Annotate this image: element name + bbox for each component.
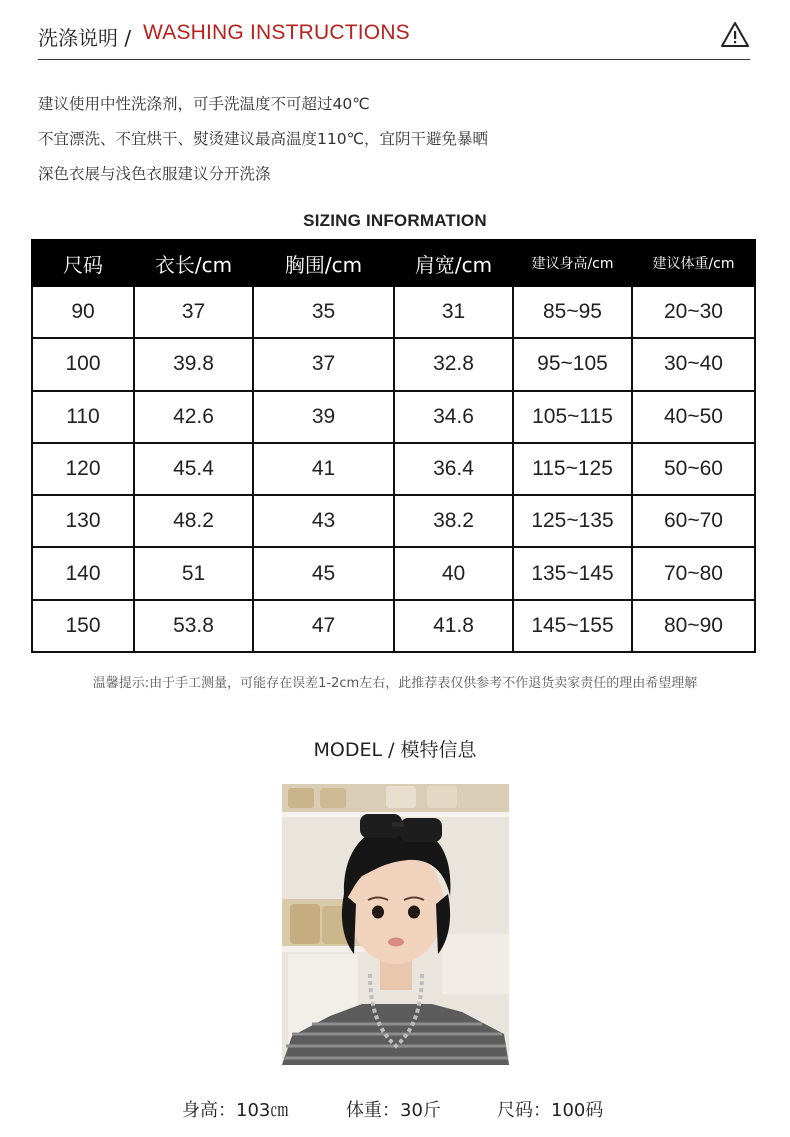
- table-row: [32, 495, 755, 547]
- table-cell: 30~40: [632, 338, 755, 390]
- column-header: 尺码: [32, 240, 134, 286]
- table-cell: 41: [253, 443, 394, 495]
- column-header: 建议身高/cm: [513, 240, 632, 286]
- table-cell: 36.4: [394, 443, 513, 495]
- warning-triangle-icon: [720, 20, 750, 50]
- model-height: 身高：103㎝: [182, 1100, 289, 1121]
- table-row: [32, 338, 755, 390]
- table-cell: 40~50: [632, 391, 755, 443]
- table-cell: 42.6: [134, 391, 253, 443]
- table-cell: 145~155: [513, 600, 632, 652]
- column-header: 建议体重/cm: [632, 240, 755, 286]
- table-cell: 125~135: [513, 495, 632, 547]
- table-cell: 110: [32, 391, 134, 443]
- size-table-header: [32, 240, 755, 286]
- table-cell: 41.8: [394, 600, 513, 652]
- table-cell: 34.6: [394, 391, 513, 443]
- table-cell: 43: [253, 495, 394, 547]
- model-photo-illustration: [282, 784, 509, 1065]
- column-header: 肩宽/cm: [394, 240, 513, 286]
- washing-title-en: WASHING INSTRUCTIONS: [143, 21, 410, 44]
- table-cell: 31: [394, 286, 513, 338]
- table-cell: 150: [32, 600, 134, 652]
- washing-title-cn: 洗涤说明 /: [38, 26, 132, 50]
- measurement-note: 温馨提示:由于手工测量，可能存在误差1-2cm左右，此推荐表仅供参考不作退货卖家责任的理由希望理解: [92, 676, 698, 691]
- table-cell: 47: [253, 600, 394, 652]
- table-cell: 40: [394, 547, 513, 599]
- table-cell: 115~125: [513, 443, 632, 495]
- instruction-line: 不宜漂洗、不宜烘干、熨烫建议最高温度110℃，宜阴干避免暴晒: [38, 130, 488, 148]
- table-cell: 53.8: [134, 600, 253, 652]
- table-cell: 130: [32, 495, 134, 547]
- table-row: [32, 600, 755, 652]
- sizing-title: SIZING INFORMATION: [303, 211, 487, 230]
- table-cell: 80~90: [632, 600, 755, 652]
- size-table: [31, 239, 756, 653]
- model-title: MODEL / 模特信息: [313, 739, 477, 761]
- table-cell: 35: [253, 286, 394, 338]
- table-cell: 51: [134, 547, 253, 599]
- table-cell: 105~115: [513, 391, 632, 443]
- table-cell: 95~105: [513, 338, 632, 390]
- table-cell: 85~95: [513, 286, 632, 338]
- table-cell: 135~145: [513, 547, 632, 599]
- table-cell: 38.2: [394, 495, 513, 547]
- table-cell: 100: [32, 338, 134, 390]
- column-header: 胸围/cm: [253, 240, 394, 286]
- table-cell: 37: [134, 286, 253, 338]
- instruction-line: 深色衣展与浅色衣服建议分开洗涤: [38, 165, 271, 183]
- table-cell: 45.4: [134, 443, 253, 495]
- table-cell: 120: [32, 443, 134, 495]
- instruction-line: 建议使用中性洗涤剂，可手洗温度不可超过40℃: [38, 95, 370, 113]
- model-size: 尺码：100码: [497, 1100, 604, 1121]
- table-cell: 45: [253, 547, 394, 599]
- table-row: [32, 391, 755, 443]
- table-cell: 20~30: [632, 286, 755, 338]
- table-cell: 37: [253, 338, 394, 390]
- washing-header: [38, 18, 750, 60]
- table-cell: 90: [32, 286, 134, 338]
- washing-instructions: [38, 92, 750, 197]
- table-cell: 140: [32, 547, 134, 599]
- table-row: [32, 286, 755, 338]
- model-stats: [0, 1096, 790, 1126]
- size-table-body: [32, 286, 755, 652]
- table-cell: 50~60: [632, 443, 755, 495]
- table-cell: 32.8: [394, 338, 513, 390]
- table-row: [32, 443, 755, 495]
- table-cell: 39.8: [134, 338, 253, 390]
- table-cell: 70~80: [632, 547, 755, 599]
- model-photo: [282, 784, 509, 1065]
- table-cell: 48.2: [134, 495, 253, 547]
- table-cell: 60~70: [632, 495, 755, 547]
- model-weight: 体重：30斤: [346, 1100, 441, 1121]
- table-row: [32, 547, 755, 599]
- column-header: 衣长/cm: [134, 240, 253, 286]
- table-cell: 39: [253, 391, 394, 443]
